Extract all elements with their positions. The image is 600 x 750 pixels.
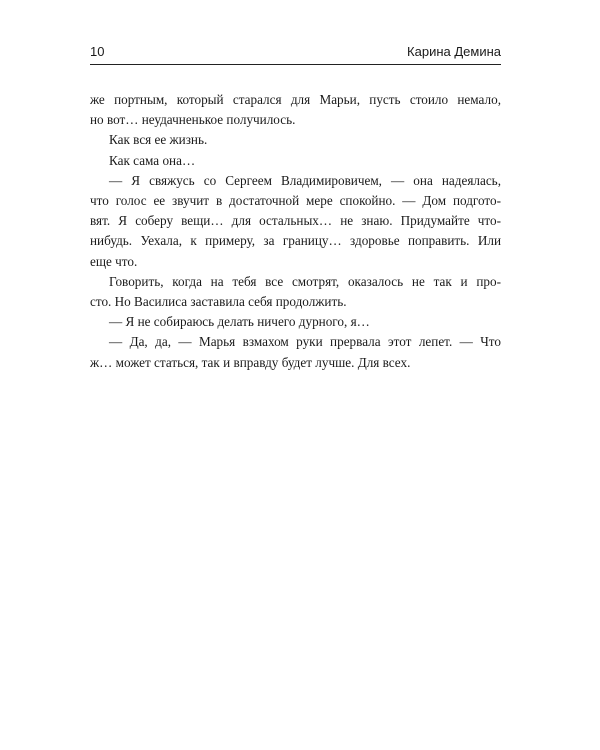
- page-body: [90, 90, 501, 373]
- text-line: вят. Я соберу вещи… для остальных… не знаю. Придумайте что-: [90, 213, 501, 229]
- text-line: но вот… неудачненькое получилось.: [90, 112, 296, 128]
- text-line: ж… может статься, так и вправду будет лучше. Для всех.: [90, 354, 411, 370]
- text-line: — Я свяжусь со Сергеем Владимировичем, — она надеялась,: [109, 172, 501, 188]
- text-line: Говорить, когда на тебя все смотрят, оказалось не так и про-: [109, 273, 501, 289]
- text-line: сто. Но Василиса заставила себя продолжить.: [90, 294, 347, 310]
- text-line: — Я не собираюсь делать ничего дурного, я…: [109, 314, 370, 330]
- running-head-author: Карина Демина: [407, 44, 501, 59]
- text-line: нибудь. Уехала, к примеру, за границу… здоровье поправить. Или: [90, 233, 501, 249]
- text-line: что голос ее звучит в достаточной мере спокойно. — Дом подгото-: [90, 193, 501, 209]
- text-line: еще что.: [90, 253, 138, 269]
- text-line: — Да, да, — Марья взмахом руки прервала этот лепет. — Что: [109, 334, 501, 350]
- text-line: же портным, который старался для Марьи, пусть стоило немало,: [90, 92, 501, 107]
- text-line: Как вся ее жизнь.: [109, 132, 208, 148]
- page-number: 10: [90, 44, 105, 59]
- page-header: [90, 44, 501, 65]
- text-line: Как сама она…: [109, 152, 196, 168]
